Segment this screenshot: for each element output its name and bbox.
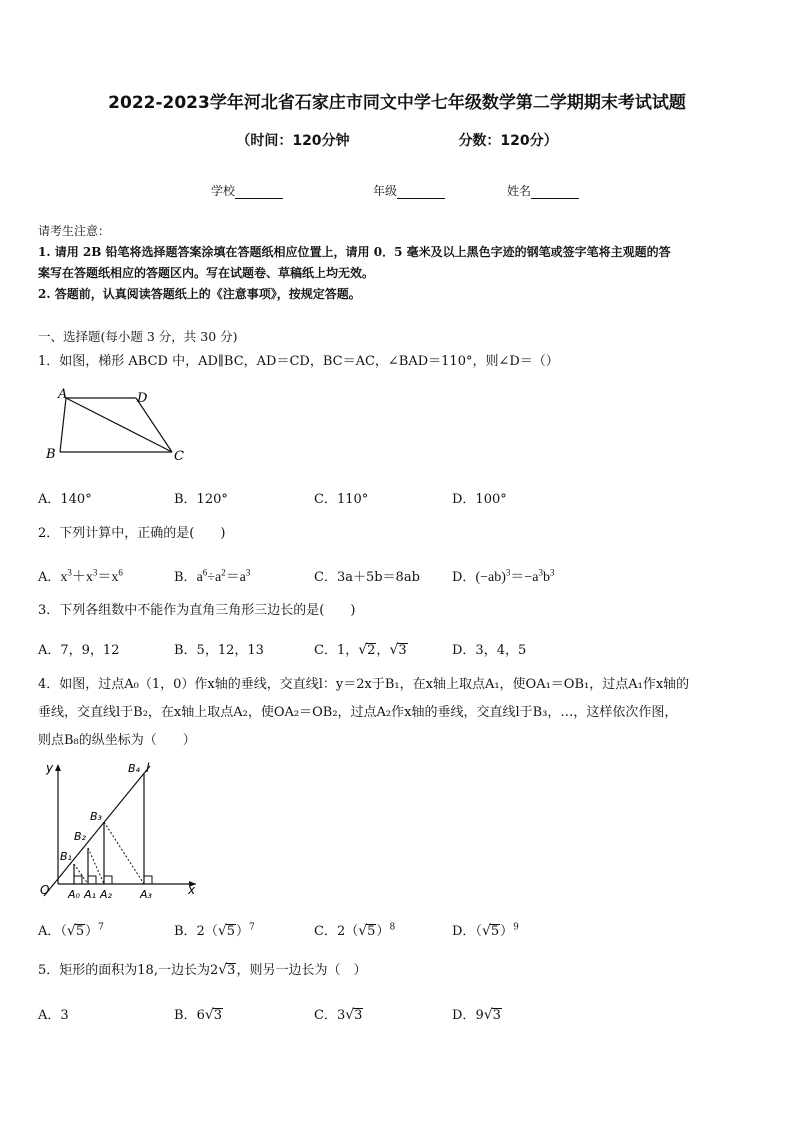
q1-option-b[interactable]: B．120° [174,492,228,507]
label-b2: B₂ [74,830,86,843]
q2-option-d[interactable]: D．$(-ab)^3=-a^3b^3$ [452,567,555,585]
q4-option-b[interactable]: B．$2(√5)^7$ [174,922,255,939]
q4-option-d[interactable]: D．$(√5)^9$ [452,922,519,939]
q4-line-2: 垂线，交直线l于B₂，在x轴上取点A₂，使OA₂＝OB₂，过点A₂作x轴的垂线，交直线l于B₃，…，这样依次作图， [38,705,678,720]
axis-x-label: x [188,883,196,897]
grade-field[interactable]: 年级 [373,182,445,199]
notice-item-1a: 1. 请用 2B 铅笔将选择题答案涂填在答题纸相应位置上，请用 0．5 毫米及以上黑色字迹的钢笔或签字笔将主观题的答 [38,245,671,259]
exam-score: 分数：120分） [458,133,558,149]
section-heading: 一、选择题(每小题 3 分，共 30 分) [38,329,238,344]
q1-option-d[interactable]: D．100° [452,492,507,507]
label-c: C [174,449,184,464]
q3-option-a[interactable]: A．7，9，12 [38,643,120,658]
notice-block [38,221,758,305]
notice-item-1b: 案写在答题纸相应的答题区内。写在试题卷、草稿纸上均无效。 [38,266,375,280]
question-3-options [38,639,758,661]
q1-option-a[interactable]: A．140° [38,492,92,507]
label-b: B [46,447,56,462]
notice-heading: 请考生注意： [38,224,111,238]
label-a: A [58,387,68,402]
label-b4: B₄ [128,762,140,775]
question-4-options [38,920,758,942]
q5-option-a[interactable]: A．3 [38,1008,69,1023]
q2-option-a[interactable]: A．$x^3+x^3=x^6$ [38,567,123,585]
q4-option-a[interactable]: A．$(√5)^7$ [38,922,104,939]
q4-option-c[interactable]: C．$2(√5)^8$ [314,922,396,939]
origin-label: O [40,883,50,897]
exam-time: （时间：120分钟 [236,133,350,149]
trapezoid-figure [40,384,200,466]
q5-option-d[interactable]: D．9√3 [452,1007,501,1023]
q3-option-c[interactable]: C．1，√2，√3 [314,642,407,658]
question-5-stem: 5．矩形的面积为18,一边长为2√3，则另一边长为（ ） [38,962,367,978]
q2-option-b[interactable]: B．$a^6\div a^2=a^3$ [174,567,251,585]
question-5-options [38,1004,758,1026]
label-a3: A₃ [140,888,152,901]
line-l-label: l [146,761,150,775]
label-b1: B₁ [60,850,72,863]
school-field[interactable]: 学校 [211,182,283,199]
notice-item-2: 2. 答题前，认真阅读答题纸上的《注意事项》，按规定答题。 [38,287,361,301]
question-4-stem [38,671,758,755]
label-b3: B₃ [90,810,102,823]
q5-option-b[interactable]: B．6√3 [174,1007,223,1023]
question-1-stem: 1．如图，梯形 ABCD 中，AD∥BC，AD＝CD，BC＝AC，∠BAD＝110°，则∠D＝（） [38,354,559,369]
q3-option-b[interactable]: B．5，12，13 [174,643,264,658]
q1-option-c[interactable]: C．110° [314,492,369,507]
q4-line-3: 则点B₈的纵坐标为（ ） [38,733,196,748]
q4-line-1: 4．如图，过点A₀（1，0）作x轴的垂线，交直线l：y＝2x于B₁，在x轴上取点A₁，使OA₁＝OB₁，过点A₁作x轴的 [38,677,690,692]
question-1-options [38,488,758,510]
name-field[interactable]: 姓名 [507,182,579,199]
label-a0: A₀ [68,888,80,901]
label-a1: A₁ [84,888,96,901]
label-a2: A₂ [100,888,112,901]
exam-title: 2022-2023学年河北省石家庄市同文中学七年级数学第二学期期末考试试题 [108,93,686,113]
q2-option-c[interactable]: C．3a＋5b＝8ab [314,570,420,585]
axis-y-label: y [46,761,54,775]
question-2-stem: 2．下列计算中，正确的是( ) [38,526,226,541]
question-3-stem: 3．下列各组数中不能作为直角三角形三边长的是( ) [38,603,356,618]
coordinate-figure [36,756,206,906]
question-2-options [38,566,758,588]
q5-option-c[interactable]: C．3√3 [314,1007,363,1023]
exam-subtitle [0,130,794,150]
q3-option-d[interactable]: D．3，4，5 [452,643,527,658]
label-d: D [137,391,148,406]
